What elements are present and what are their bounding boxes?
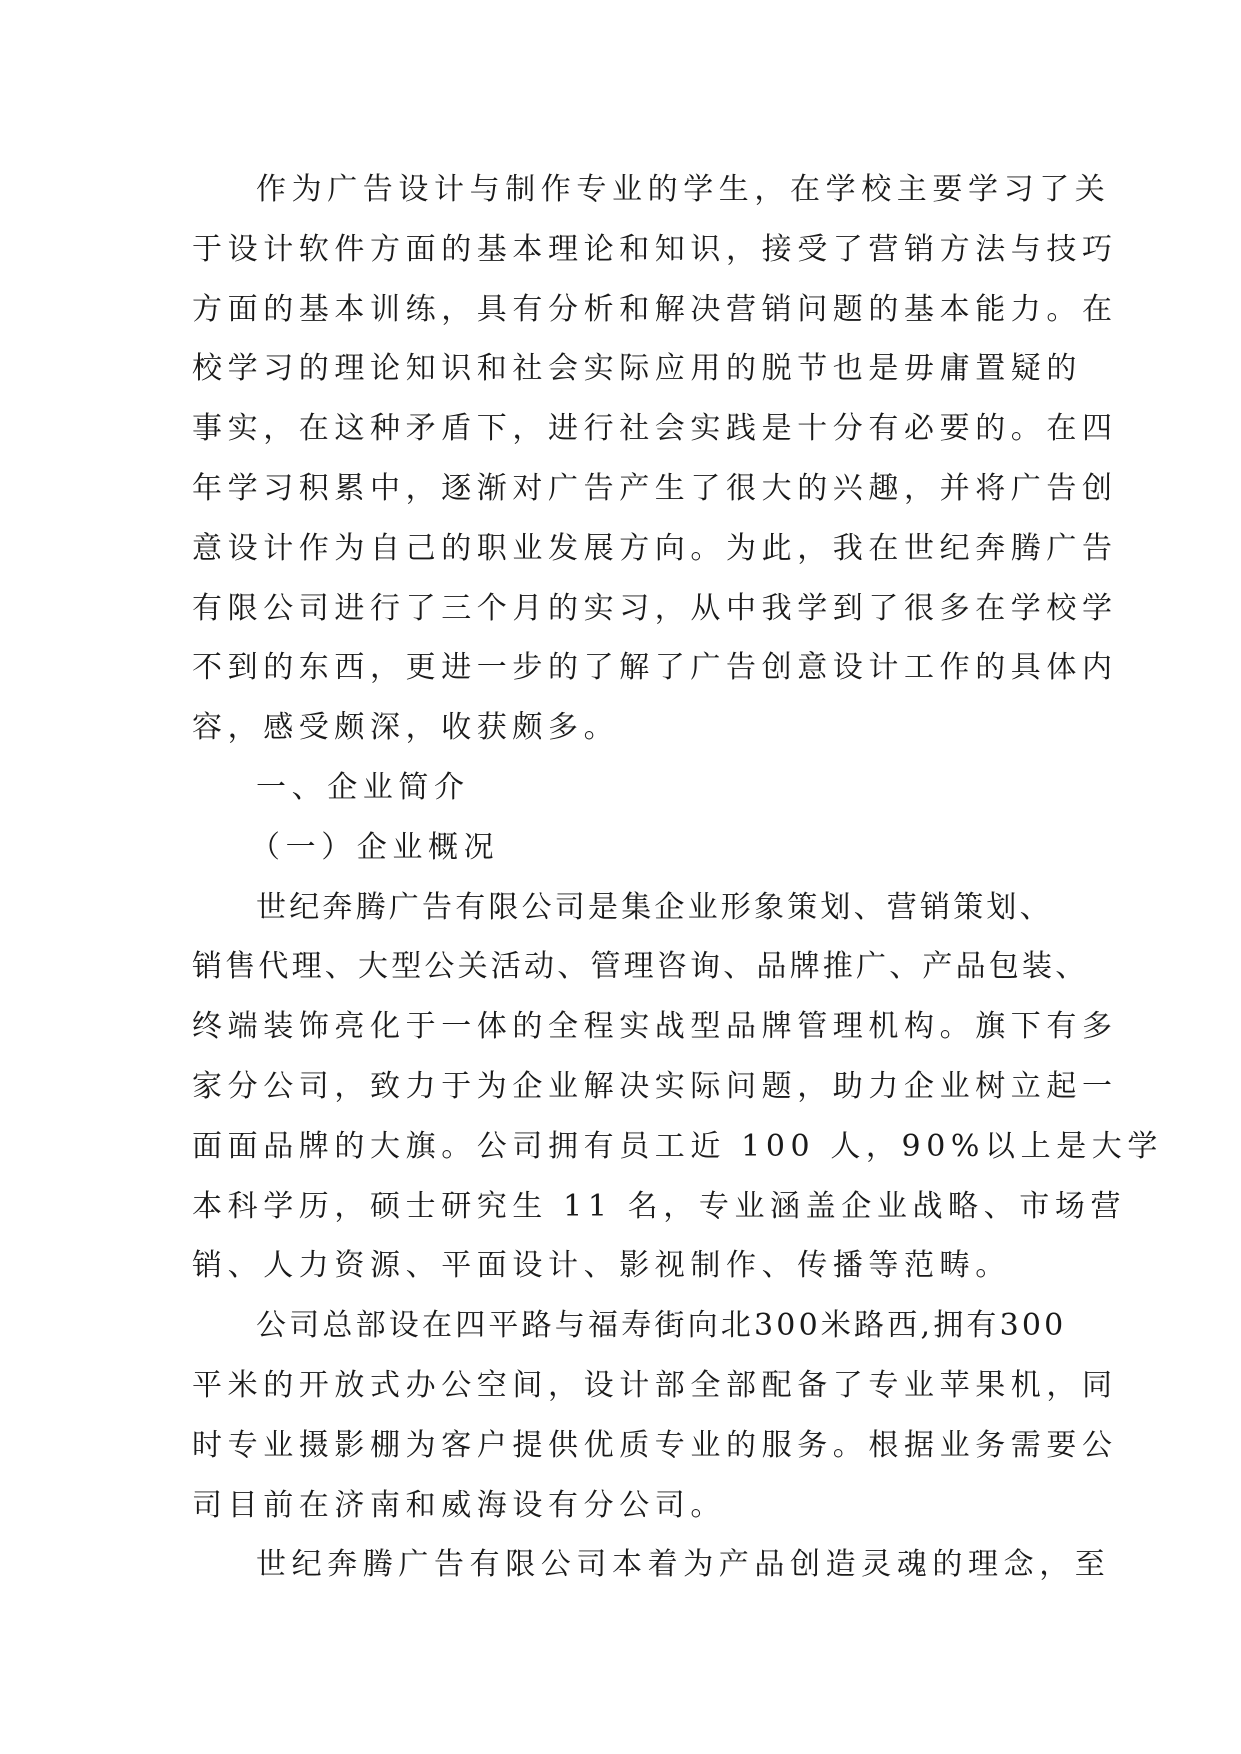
paragraph-line: 面面品牌的大旗。公司拥有员工近 100 人，90%以上是大学	[192, 1128, 1164, 1164]
paragraph-line: 公司总部设在四平路与福寿街向北300米路西,拥有300	[256, 1308, 1067, 1344]
paragraph-line: 于设计软件方面的基本理论和知识，接受了营销方法与技巧	[192, 231, 1118, 267]
paragraph-line: 销售代理、大型公关活动、管理咨询、品牌推广、产品包装、	[192, 949, 1089, 985]
paragraph-line: 校学习的理论知识和社会实际应用的脱节也是毋庸置疑的	[192, 351, 1082, 387]
paragraph-line: 有限公司进行了三个月的实习，从中我学到了很多在学校学	[192, 590, 1118, 626]
paragraph-line: 司目前在济南和威海设有分公司。	[192, 1487, 726, 1523]
paragraph-line: 容，感受颇深，收获颇多。	[192, 710, 620, 746]
paragraph-line: 终端装饰亮化于一体的全程实战型品牌管理机构。旗下有多	[192, 1009, 1118, 1045]
paragraph-line: 年学习积累中，逐渐对广告产生了很大的兴趣，并将广告创	[192, 470, 1118, 506]
section-heading: 一、企业简介	[256, 769, 470, 805]
paragraph-line: 作为广告设计与制作专业的学生，在学校主要学习了关	[256, 172, 1111, 207]
subsection-heading: （一）企业概况	[250, 829, 500, 865]
paragraph-line: 世纪奔腾广告有限公司本着为产品创造灵魂的理念，至	[256, 1547, 1111, 1583]
paragraph-line: 意设计作为自己的职业发展方向。为此，我在世纪奔腾广告	[192, 530, 1118, 566]
paragraph-line: 销、人力资源、平面设计、影视制作、传播等范畴。	[192, 1248, 1011, 1284]
paragraph-line: 不到的东西，更进一步的了解了广告创意设计工作的具体内	[192, 650, 1118, 686]
paragraph-line: 平米的开放式办公空间，设计部全部配备了专业苹果机，同	[192, 1367, 1118, 1403]
paragraph-line: 家分公司，致力于为企业解决实际问题，助力企业树立起一	[192, 1068, 1118, 1104]
paragraph-line: 事实，在这种矛盾下，进行社会实践是十分有必要的。在四	[192, 411, 1118, 447]
paragraph-line: 世纪奔腾广告有限公司是集企业形象策划、营销策划、	[256, 889, 1053, 925]
paragraph-line: 本科学历，硕士研究生 11 名，专业涵盖企业战略、市场营	[192, 1188, 1127, 1224]
paragraph-line: 方面的基本训练，具有分析和解决营销问题的基本能力。在	[192, 291, 1118, 327]
document-body	[192, 160, 1164, 1595]
paragraph-line: 时专业摄影棚为客户提供优质专业的服务。根据业务需要公	[192, 1427, 1118, 1463]
